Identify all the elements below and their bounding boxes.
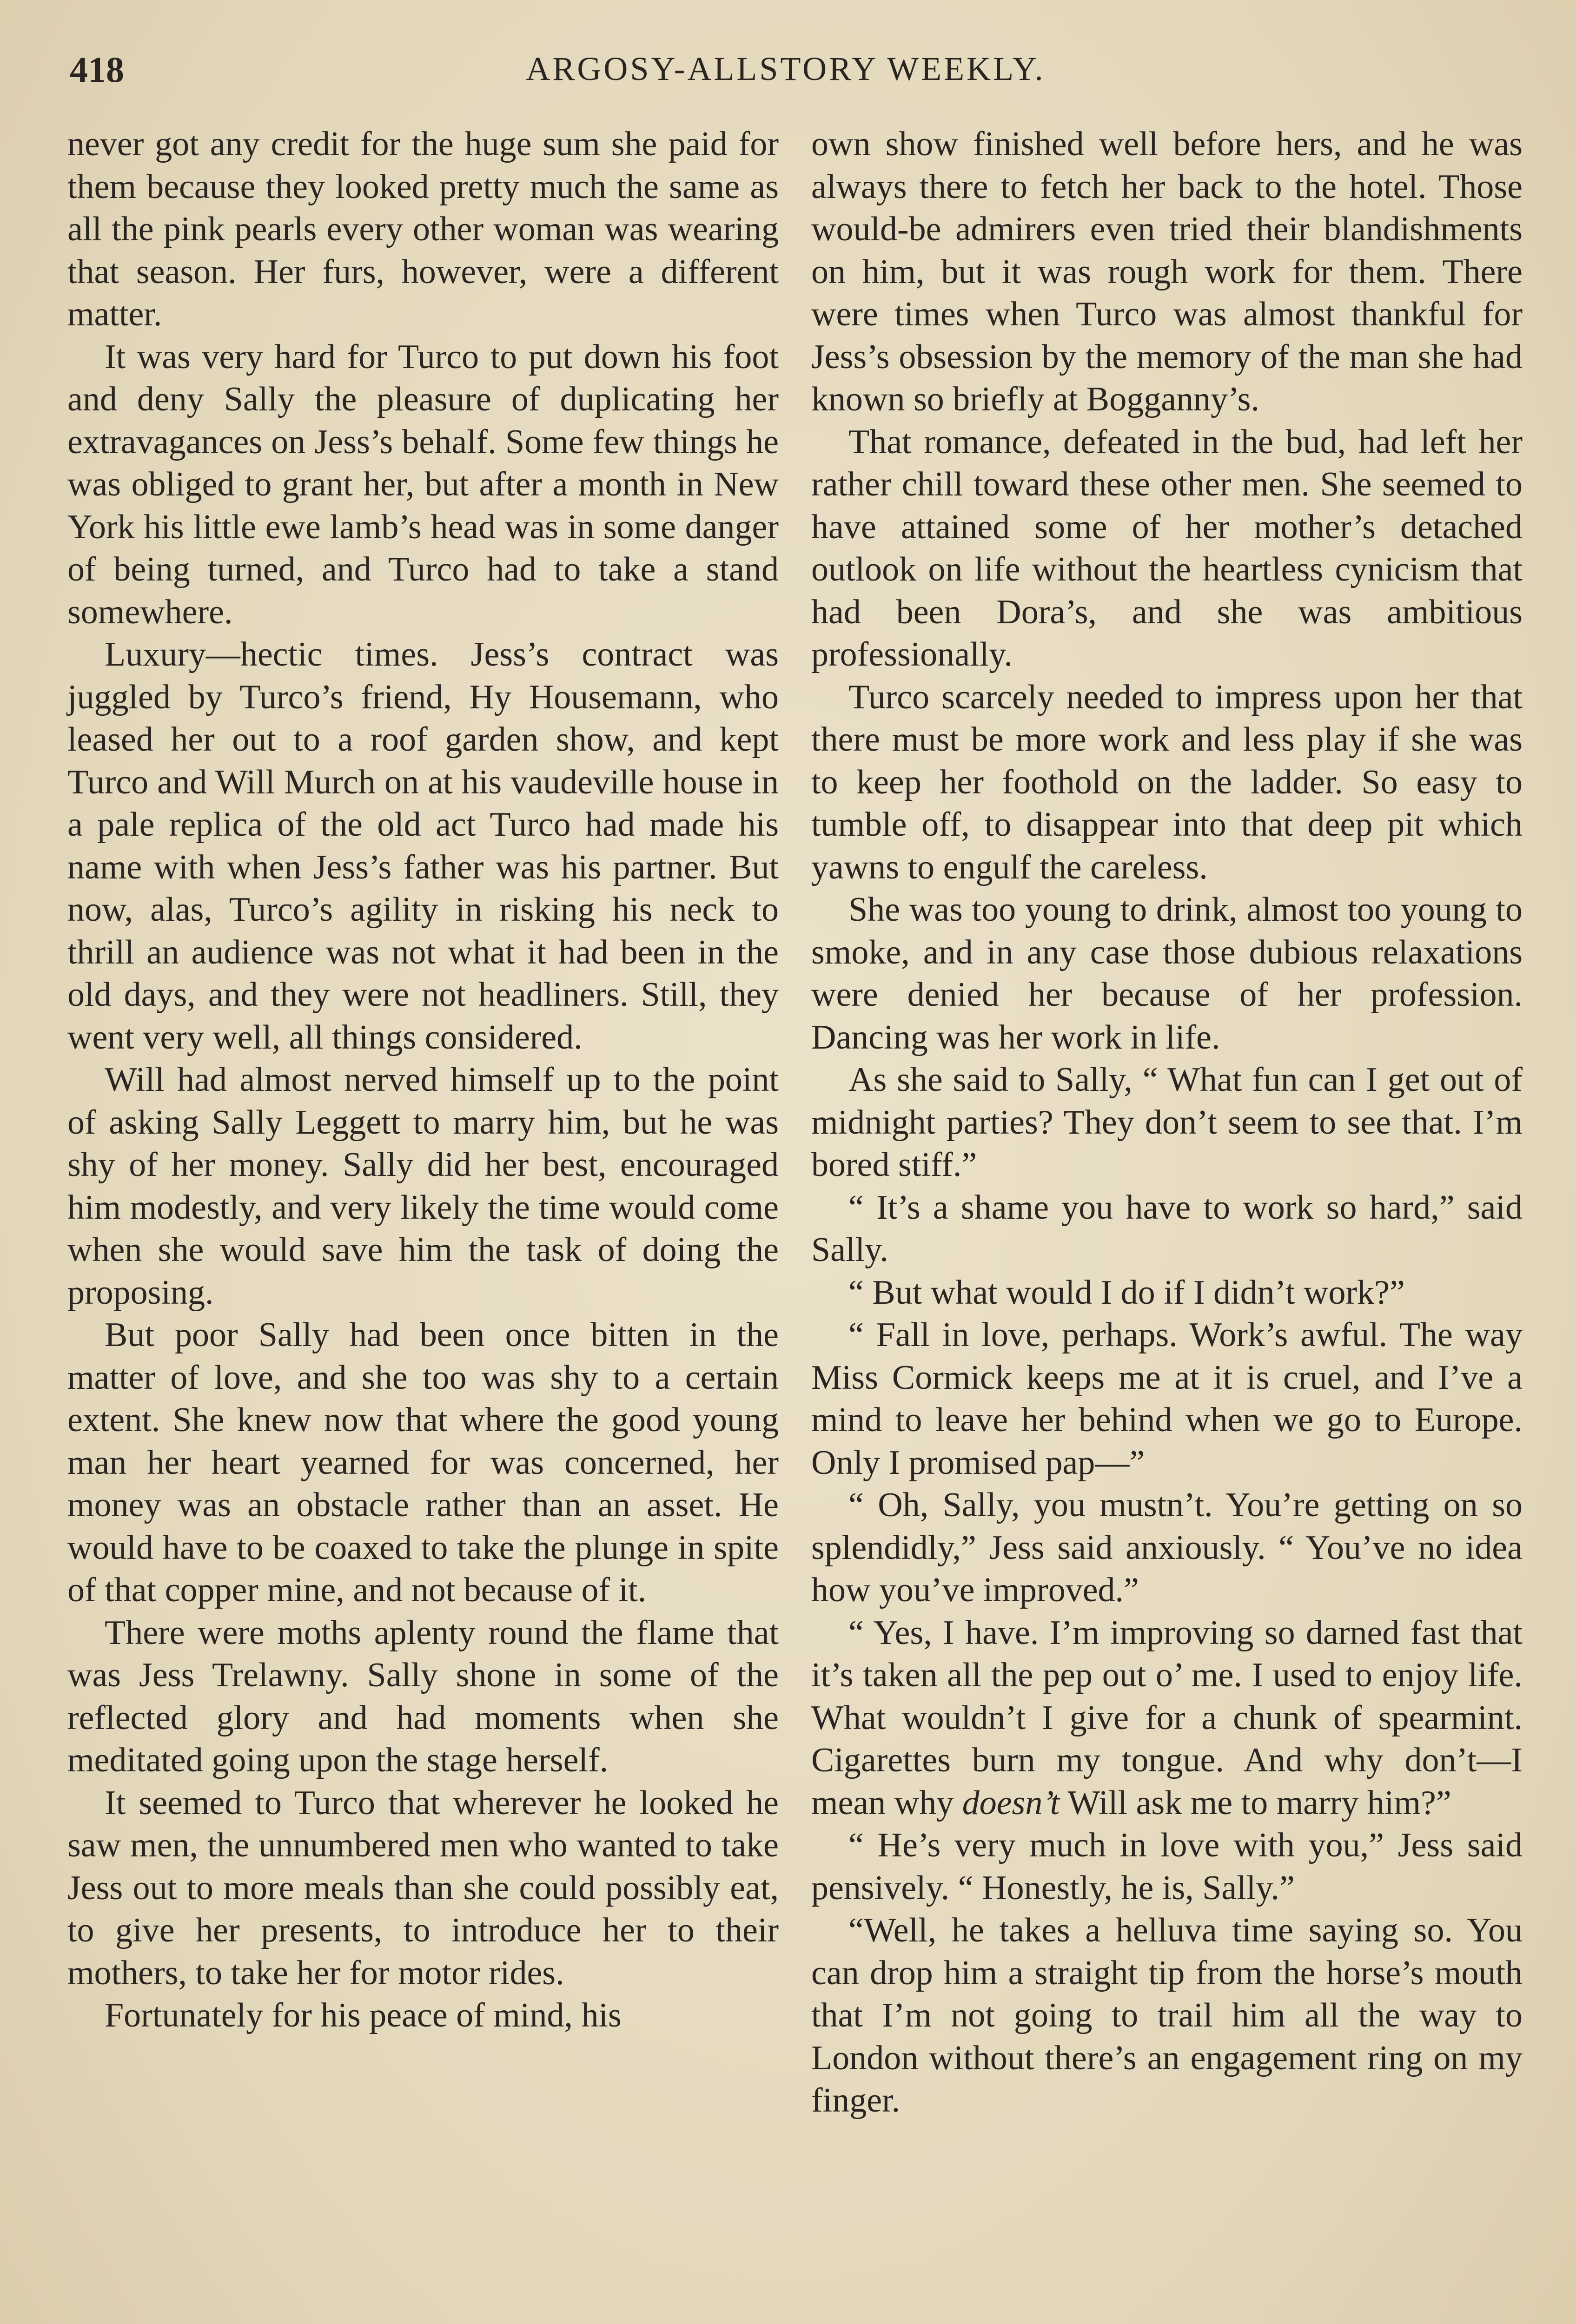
text-columns <box>67 123 1523 2324</box>
paragraph: It was very hard for Turco to put down his foot and deny Sally the pleasure of duplicating her extravagances on Jess’s behalf. Some few things he was obliged to grant her, but after a month in New York his little ewe lamb’s head was in some danger of being turned, and Turco had to take a stand somewhere. <box>67 337 779 631</box>
page-number: 418 <box>70 49 124 90</box>
paragraph: “ He’s very much in love with you,” Jess said pensively. “ Honestly, he is, Sally.” <box>811 1826 1523 1907</box>
emphasis-text: doesn’t <box>962 1783 1060 1822</box>
paragraph: But poor Sally had been once bitten in the matter of love, and she too was shy to a certain extent. She knew now that where the good young man her heart yearned for was concerned, her money was an obstacle rather than an asset. He would have to be coaxed to take the plunge in spite of that copper mine, and not because of it. <box>67 1316 779 1609</box>
paragraph: That romance, defeated in the bud, had left her rather chill toward these other men. She seemed to have attained some of her mother’s detached outlook on life without the heartless cynicism that had been Dora’s, and she was ambitious professionally. <box>811 423 1523 673</box>
paragraph: “Well, he takes a helluva time saying so. You can drop him a straight tip from the horse’s mouth that I’m not going to trail him all the way to London without there’s an engagement ring on my finger. <box>811 1911 1523 2119</box>
paragraph: “ It’s a shame you have to work so hard,” said Sally. <box>811 1188 1523 1269</box>
paragraph-tail: Will ask me to marry him?” <box>1059 1783 1451 1822</box>
paragraph: Fortunately for his peace of mind, his <box>105 1996 622 2034</box>
paragraph: “ Oh, Sally, you mustn’t. You’re getting on so splendidly,” Jess said anxiously. “ You’ve no idea how you’ve improved.” <box>811 1486 1523 1609</box>
left-column <box>67 123 779 2324</box>
paragraph: It seemed to Turco that wherever he looked he saw men, the unnumbered men who wanted to take Jess out to more meals than she could possibly eat, to give her presents, to introduce her to their mothers, to take her for motor rides. <box>67 1783 779 1992</box>
paragraph: never got any credit for the huge sum she paid for them because they looked pretty much the same as all the pink pearls every other woman was wearing that season. Her furs, however, were a different matter. <box>67 125 779 333</box>
paragraph: “ Fall in love, perhaps. Work’s awful. The way Miss Cormick keeps me at it is cruel, and I’ve a mind to leave her behind when we go to Europe. Only I promised pap—” <box>811 1316 1523 1482</box>
running-head: ARGOSY-ALLSTORY WEEKLY. <box>526 50 1046 87</box>
paragraph <box>811 1612 1523 1825</box>
paragraph: She was too young to drink, almost too young to smoke, and in any case those dubious relaxations were denied her because of her profession. Dancing was her work in life. <box>811 891 1523 1056</box>
paragraph: Will had almost nerved himself up to the point of asking Sally Leggett to marry him, but he was shy of her money. Sally did her best, encouraged him modestly, and very likely the time would come when she would save him the task of doing the proposing. <box>67 1061 779 1312</box>
paragraph: As she said to Sally, “ What fun can I get out of midnight parties? They don’t seem to see that. I’m bored stiff.” <box>811 1061 1523 1184</box>
paragraph: own show finished well before hers, and he was always there to fetch her back to the hotel. Those would-be admirers even tried their blandishments on him, but it was rough work for them. There were times when Turco was almost thankful for Jess’s obsession by the memory of the man she had known so briefly at Bogganny’s. <box>811 125 1523 418</box>
paragraph: “ But what would I do if I didn’t work?” <box>848 1273 1405 1312</box>
paragraph: Turco scarcely needed to impress upon her that there must be more work and less play if she was to keep her foothold on the ladder. So easy to tumble off, to disappear into that deep pit which yawns to engulf the careless. <box>811 678 1523 886</box>
paragraph: There were moths aplenty round the flame that was Jess Trelawny. Sally shone in some of the reflected glory and had moments when she meditated going upon the stage herself. <box>67 1613 779 1779</box>
paragraph-text: “ Yes, I have. I’m improving so darned fast that it’s taken all the pep out o’ me. I used to enjoy life. What wouldn’t I give for a chunk of spearmint. Cigarettes burn my tongue. And why don’t—I mean why <box>811 1613 1523 1822</box>
page-header <box>65 40 1506 95</box>
right-column <box>811 123 1523 2324</box>
paragraph: Luxury—hectic times. Jess’s contract was juggled by Turco’s friend, Hy Housemann, who leased her out to a roof garden show, and kept Turco and Will Murch on at his vaudeville house in a pale replica of the old act Turco had made his name with when Jess’s father was his partner. But now, alas, Turco’s agility in risking his neck to thrill an audience was not what it had been in the old days, and they were not headliners. Still, they went very well, all things considered. <box>67 635 779 1056</box>
